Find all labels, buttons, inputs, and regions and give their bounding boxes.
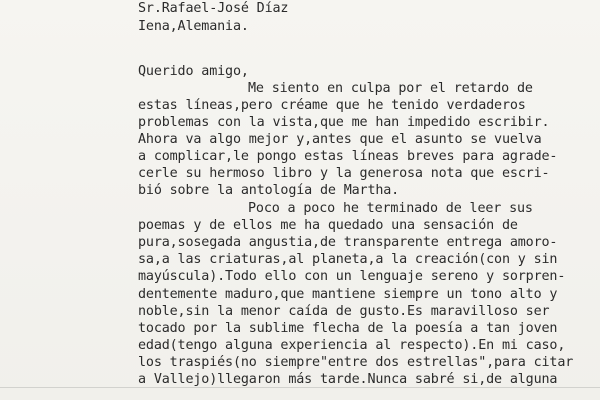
body-line: Ahora va algo mejor y,antes que el asunto se vuelva	[138, 132, 542, 147]
recipient-city: Iena,Alemania.	[138, 19, 249, 34]
body-line: los traspiés(no siempre"entre dos estrellas",para citar	[138, 355, 574, 370]
recipient-name: Sr.Rafael-José Díaz	[138, 1, 289, 16]
body-line: estas líneas,pero créame que he tenido verdaderos	[138, 98, 526, 113]
body-line: bió sobre la antología de Martha.	[138, 183, 400, 198]
body-line: poemas y de ellos me ha quedado una sensación de	[138, 218, 518, 233]
body-line: a Vallejo)llegaron más tarde.Nunca sabré si,de alguna	[138, 372, 558, 387]
body-line: Me siento en culpa por el retardo de	[248, 81, 533, 96]
body-line: dentemente maduro,que mantiene siempre un tono alto y	[138, 287, 558, 302]
body-line: a complicar,le pongo estas líneas breves para agrade-	[138, 149, 558, 164]
body-line: noble,sin la menor caída de gusto.Es maravilloso ser	[138, 304, 550, 319]
body-line: tocado por la sublime flecha de la poesía a tan joven	[138, 321, 558, 336]
body-line: sa,a las criaturas,al planeta,a la creación(con y sin	[138, 252, 558, 267]
body-line: cerle su hermoso libro y la generosa nota que escri-	[138, 166, 550, 181]
body-line: problemas con la vista,que me han impedido escribir.	[138, 115, 550, 130]
body-line: edad(tengo alguna experiencia al respecto).En mi caso,	[138, 338, 566, 353]
page-fold-line	[0, 387, 600, 388]
salutation: Querido amigo,	[138, 64, 249, 79]
body-line: mayúscula).Todo ello con un lenguaje sereno y sorpren-	[138, 269, 566, 284]
body-line: Poco a poco he terminado de leer sus	[248, 201, 533, 216]
body-line: pura,sosegada angustia,de transparente entrega amoro-	[138, 235, 558, 250]
